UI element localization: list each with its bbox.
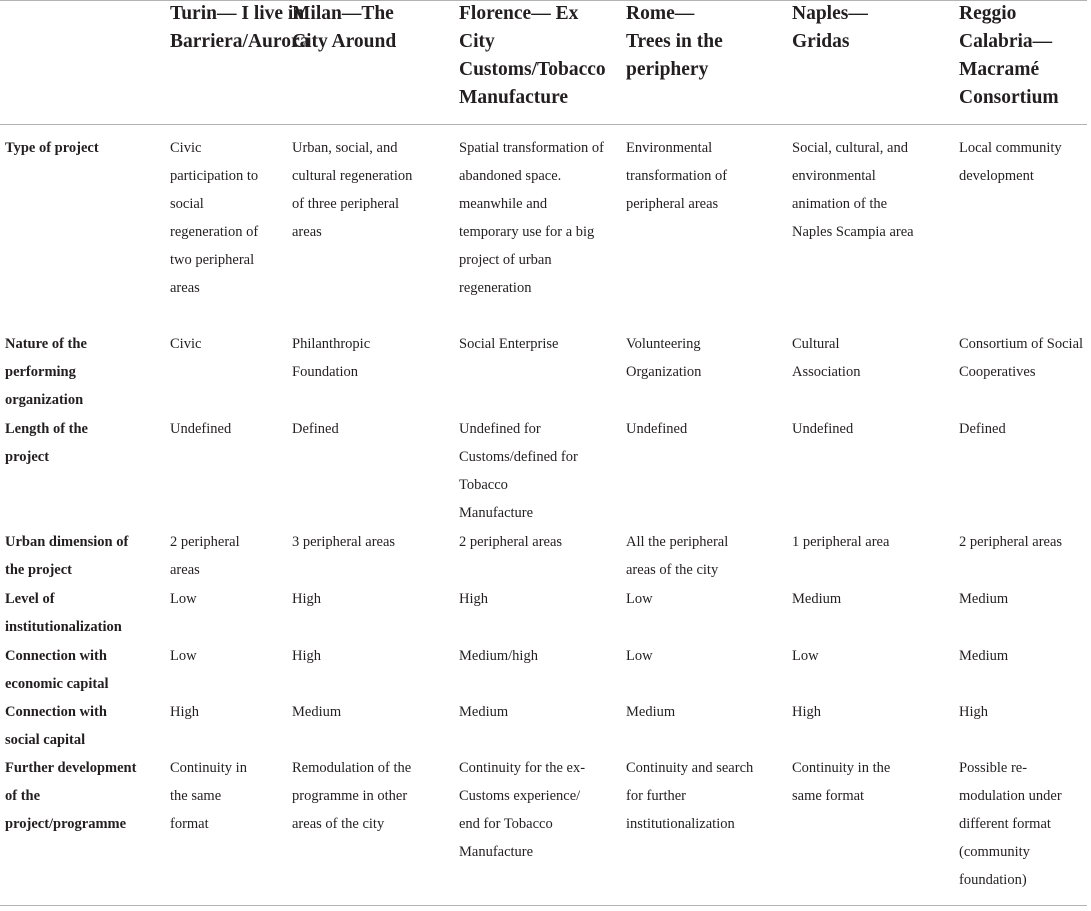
row-label-nature-of-organization: Nature of the performing organization [5, 336, 87, 408]
table-cell: Continuity in the same format [792, 760, 891, 804]
table-cell: Remodulation of the programme in other areas of the city [292, 760, 412, 832]
table-cell: Spatial transformation of abandoned space. meanwhile and temporary use for a big project of urban regeneration [459, 140, 604, 296]
table-cell: 2 peripheral areas [459, 534, 563, 550]
table-cell: Undefined [792, 421, 854, 437]
table-cell: Low [170, 648, 197, 664]
table-cell: Medium [792, 591, 842, 607]
table-cell: Consortium of Social Cooperatives [959, 336, 1084, 380]
table-cell: Medium/high [459, 648, 538, 664]
table-cell: Medium [959, 648, 1009, 664]
table-cell: Defined [292, 421, 339, 437]
table-cell: Continuity in the same format [170, 760, 247, 832]
column-header-naples: Naples— Gridas [792, 3, 868, 52]
table-cell: Civic participation to social regeneration of two peripheral areas [170, 140, 259, 296]
row-label-length-of-project: Length of the project [5, 421, 88, 465]
table-cell: High [292, 591, 321, 607]
table-cell: Medium [959, 591, 1009, 607]
table-cell: 3 peripheral areas [292, 534, 396, 550]
table-cell: Medium [626, 704, 676, 720]
table-cell: Volunteering Organization [626, 336, 702, 380]
table-cell: Undefined [170, 421, 232, 437]
table-cell: Environmental transformation of peripheral areas [626, 140, 728, 212]
table-cell: 2 peripheral areas [170, 534, 240, 578]
table-cell: High [459, 591, 488, 607]
table-cell: Low [626, 648, 653, 664]
table-cell: Civic [170, 336, 202, 352]
table-cell: High [792, 704, 821, 720]
column-header-rome: Rome—Trees in the periphery [626, 3, 723, 80]
table-cell: Social Enterprise [459, 336, 559, 352]
table-cell: Medium [459, 704, 509, 720]
row-label-economic-capital: Connection with economic capital [5, 648, 109, 692]
column-header-milan: Milan—The City Around [292, 3, 397, 52]
table-cell: High [292, 648, 321, 664]
row-label-type-of-project: Type of project [5, 140, 99, 156]
table-cell: Continuity for the ex-Customs experience/ end for Tobacco Manufacture [459, 760, 586, 860]
table-cell: Defined [959, 421, 1006, 437]
table-bottom-rule [0, 905, 1087, 906]
table-cell: Undefined [626, 421, 688, 437]
row-label-social-capital: Connection with social capital [5, 704, 107, 748]
table-cell: Urban, social, and cultural regeneration of three peripheral areas [292, 140, 413, 240]
table-cell: Local community development [959, 140, 1062, 184]
table-cell: Undefined for Customs/defined for Tobacco Manufacture [459, 421, 578, 521]
column-header-reggio-calabria: Reggio Calabria— Macramé Consortium [959, 3, 1059, 108]
row-label-further-development: Further development of the project/programme [5, 760, 137, 832]
table-cell: Medium [292, 704, 342, 720]
table-cell: All the peripheral areas of the city [626, 534, 729, 578]
table-cell: Continuity and search for further institutionalization [626, 760, 754, 832]
table-cell: Philanthropic Foundation [292, 336, 371, 380]
table-cell: Low [170, 591, 197, 607]
table-cell: 2 peripheral areas [959, 534, 1063, 550]
column-header-florence: Florence— Ex City Customs/Tobacco Manufacture [459, 3, 606, 108]
row-label-institutionalization: Level of institutionalization [5, 591, 122, 635]
column-header-turin: Turin— I live in Barriera/Aurora [170, 3, 310, 52]
table-cell: High [959, 704, 988, 720]
table-cell: Low [792, 648, 819, 664]
header-rule [0, 124, 1087, 125]
table-cell: High [170, 704, 199, 720]
table-cell: 1 peripheral area [792, 534, 890, 550]
table-cell: Possible re-modulation under different format (community foundation) [959, 760, 1062, 888]
table-cell: Low [626, 591, 653, 607]
table-cell: Social, cultural, and environmental animation of the Naples Scampia area [792, 140, 914, 240]
row-label-urban-dimension: Urban dimension of the project [5, 534, 129, 578]
table-cell: Cultural Association [792, 336, 861, 380]
